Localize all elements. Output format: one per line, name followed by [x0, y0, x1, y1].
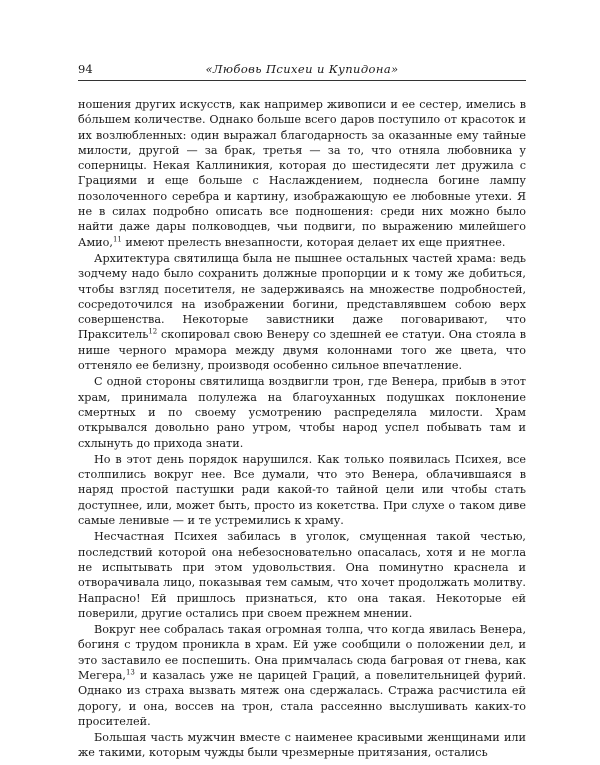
footnote-marker: 13	[125, 668, 135, 677]
book-page	[78, 60, 526, 761]
running-title: «Любовь Психеи и Купидона»	[205, 62, 399, 76]
footnote-marker: 11	[112, 234, 122, 243]
paragraph-disorder: Но в этот день порядок нарушился. Как только появилась Психея, все столпились вокруг нее. Все думали, что это Венера, облачившаяся в наряд простой пастушки ради какой-то тайной цели или чтобы стать доступнее, или, может быть, просто из кокетства. При слухе о таком диве самые ленивые — и те устремились к храму.	[78, 452, 526, 528]
page-number: 94	[78, 62, 93, 76]
page-header	[78, 60, 526, 78]
paragraph-continued: ношения других искусств, как например живописи и ее сестер, имелись в бо́льшем количестве. Однако больше всего даров поступило от красоток и их возлюбленных: один выражал благодарность за оказанные ему тайные милости, другой — за брак, третья — за то, что отняла любовника у соперницы. Некая Каллиникия, которая до шестидесяти лет дружила с Грациями и еще больше с Наслаждением, поднесла богине лампу позолоченного серебра и картину, изображающую ее любовные утехи. Я не в силах подробно описать все подношения: среди них можно было найти даже дары полководцев, чьи подвиги, по выражению милейшего Амио,$^{11}$ имеют прелесть внезапности, которая делает их еще приятнее.	[78, 98, 526, 249]
paragraph-architecture: Архитектура святилища была не пышнее остальных частей храма: ведь зодчему надо было сохранить должные пропорции и к тому же добиться, чтобы взгляд посетителя, не задерживаясь на множестве подробностей, сосредоточился на изображении богини, представлявшем собою верх совершенства. Некоторые завистники даже поговаривают, что Пракситель$^{12}$ скопировал свою Венеру со здешней ее статуи. Она стояла в нише черного мрамора между двумя колоннами того же цвета, что оттеняло ее белизну, производя особенно сильное впечатление.	[78, 251, 526, 373]
paragraph-crowd: Большая часть мужчин вместе с наименее красивыми женщинами или же такими, которым чужды были чрезмерные притязания, остались	[78, 731, 526, 760]
footnote-marker: 12	[148, 327, 158, 336]
header-rule	[78, 80, 526, 81]
paragraph-venus: Вокруг нее собралась такая огромная толпа, что когда явилась Венера, богиня с трудом проникла в храм. Ей уже сообщили о положении дел, и это заставило ее поспешить. Она примчалась сюда багровая от гнева, как Мегера,$^{13}$ и казалась уже не царицей Граций, а повелительницей фурий. Однако из страха вызвать мятеж она сдержалась. Стража расчистила ей дорогу, и она, воссев на трон, стала рассеянно выслушивать каких-то просителей.	[78, 623, 526, 728]
paragraph-throne: С одной стороны святилища воздвигли трон, где Венера, прибыв в этот храм, принимала полулежа на благоуханных подушках поклонение смертных и по своему усмотрению распределяла милости. Храм открывался довольно рано утром, чтобы народ успел побывать там и схлынуть до прихода знати.	[78, 375, 526, 450]
paragraph-psyche: Несчастная Психея забилась в уголок, смущенная такой честью, последствий которой она небезосновательно опасалась, хотя и не могла не испытывать при этом удовольствия. Она поминутно краснела и отворачивала лицо, показывая тем самым, что хочет продолжать молитву. Напрасно! Ей пришлось признаться, кто она такая. Некоторые ей поверили, другие остались при своем прежнем мнении.	[78, 530, 526, 620]
body-text	[78, 97, 526, 761]
